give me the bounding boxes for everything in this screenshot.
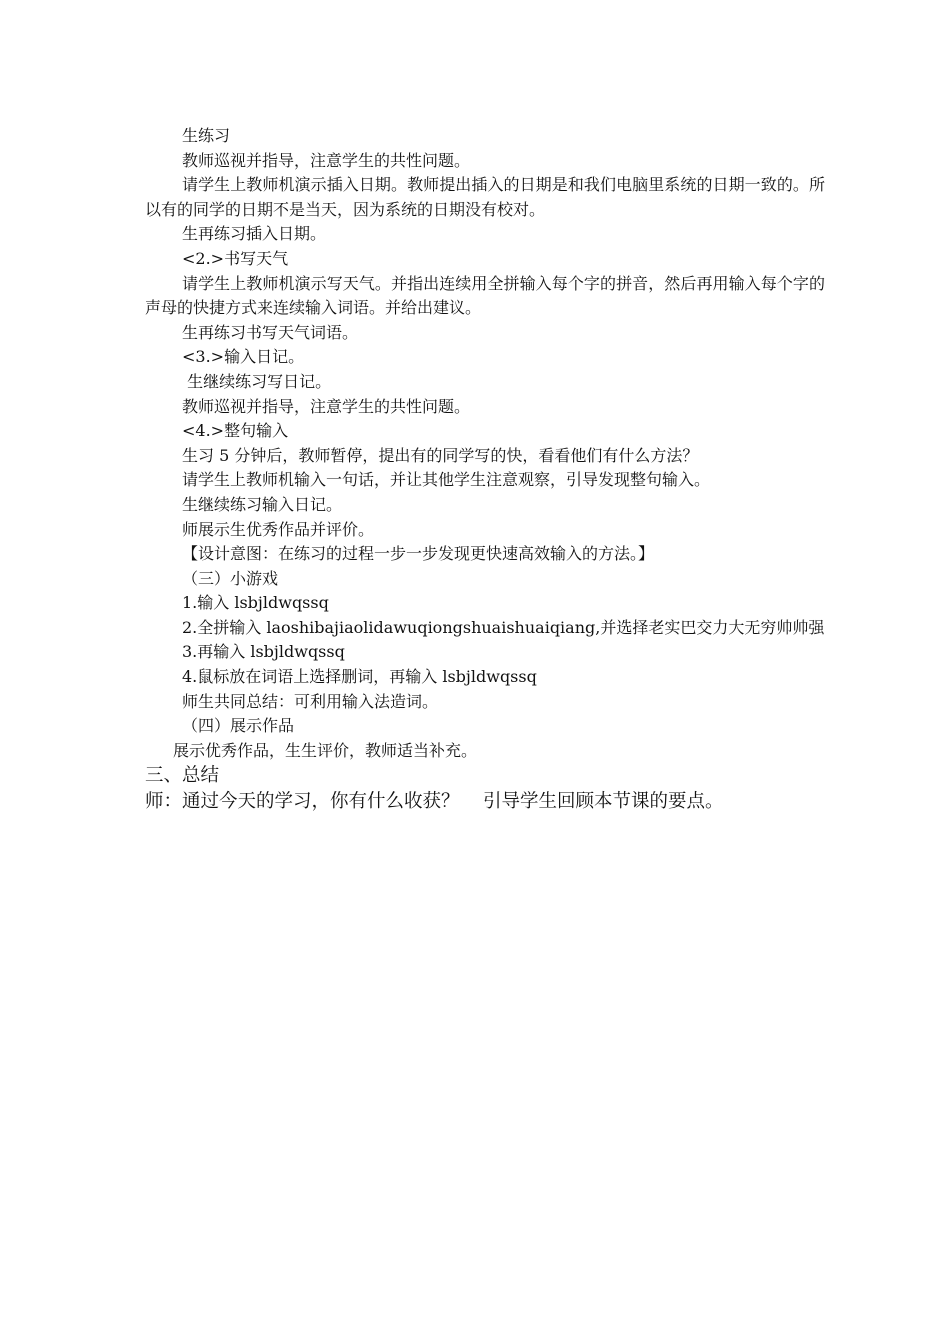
list-item: 4.鼠标放在词语上选择删词，再输入 lsbjldwqssq — [182, 667, 537, 687]
paragraph: 教师巡视并指导，注意学生的共性问题。 — [182, 396, 471, 416]
section-heading: （四）展示作品 — [182, 716, 295, 736]
paragraph: 展示优秀作品，生生评价，教师适当补充。 — [173, 740, 478, 760]
paragraph: 师生共同总结：可利用输入法造词。 — [182, 691, 439, 711]
list-item: 2.全拼输入 laoshibajiaolidawuqiongshuaishuaiqiang,并选择老实巴交力大无穷帅帅强 — [182, 617, 825, 637]
subheading: <2.>书写天气 — [182, 248, 289, 268]
paragraph: 生再练习书写天气词语。 — [182, 322, 359, 342]
paragraph: 请学生上教师机演示插入日期。教师提出插入的日期是和我们电脑里系统的日期一致的。所以有的同学的日期不是当天，因为系统的日期没有校对。 — [145, 175, 825, 219]
paragraph: 教师巡视并指导，注意学生的共性问题。 — [182, 150, 471, 170]
paragraph: 生继续练习输入日记。 — [182, 494, 343, 514]
main-heading: 三、总结 — [145, 765, 220, 787]
paragraph: 生习 5 分钟后，教师暂停，提出有的同学写的快，看看他们有什么方法？ — [182, 445, 699, 465]
paragraph: 请学生上教师机演示写天气。并指出连续用全拼输入每个字的拼音，然后再用输入每个字的声母的快捷方式来连续输入词语。并给出建议。 — [145, 273, 825, 318]
subheading: <4.>整句输入 — [182, 421, 289, 441]
document-body — [145, 124, 825, 815]
paragraph: 生练习 — [182, 126, 231, 145]
section-heading: （三）小游戏 — [182, 568, 279, 588]
list-item: 1.输入 lsbjldwqssq — [182, 593, 329, 613]
paragraph: 生再练习插入日期。 — [182, 224, 327, 244]
paragraph: 师展示生优秀作品并评价。 — [182, 519, 375, 539]
paragraph: 生继续练习写日记。 — [182, 371, 332, 391]
paragraph: 请学生上教师机输入一句话，并让其他学生注意观察，引导发现整句输入。 — [182, 470, 711, 490]
subheading: <3.>输入日记。 — [182, 347, 305, 367]
list-item: 3.再输入 lsbjldwqssq — [182, 642, 345, 662]
summary-paragraph: 师：通过今天的学习，你有什么收获？ 引导学生回顾本节课的要点。 — [145, 791, 724, 813]
design-intent: 【设计意图：在练习的过程一步一步发现更快速高效输入的方法。】 — [182, 544, 655, 564]
